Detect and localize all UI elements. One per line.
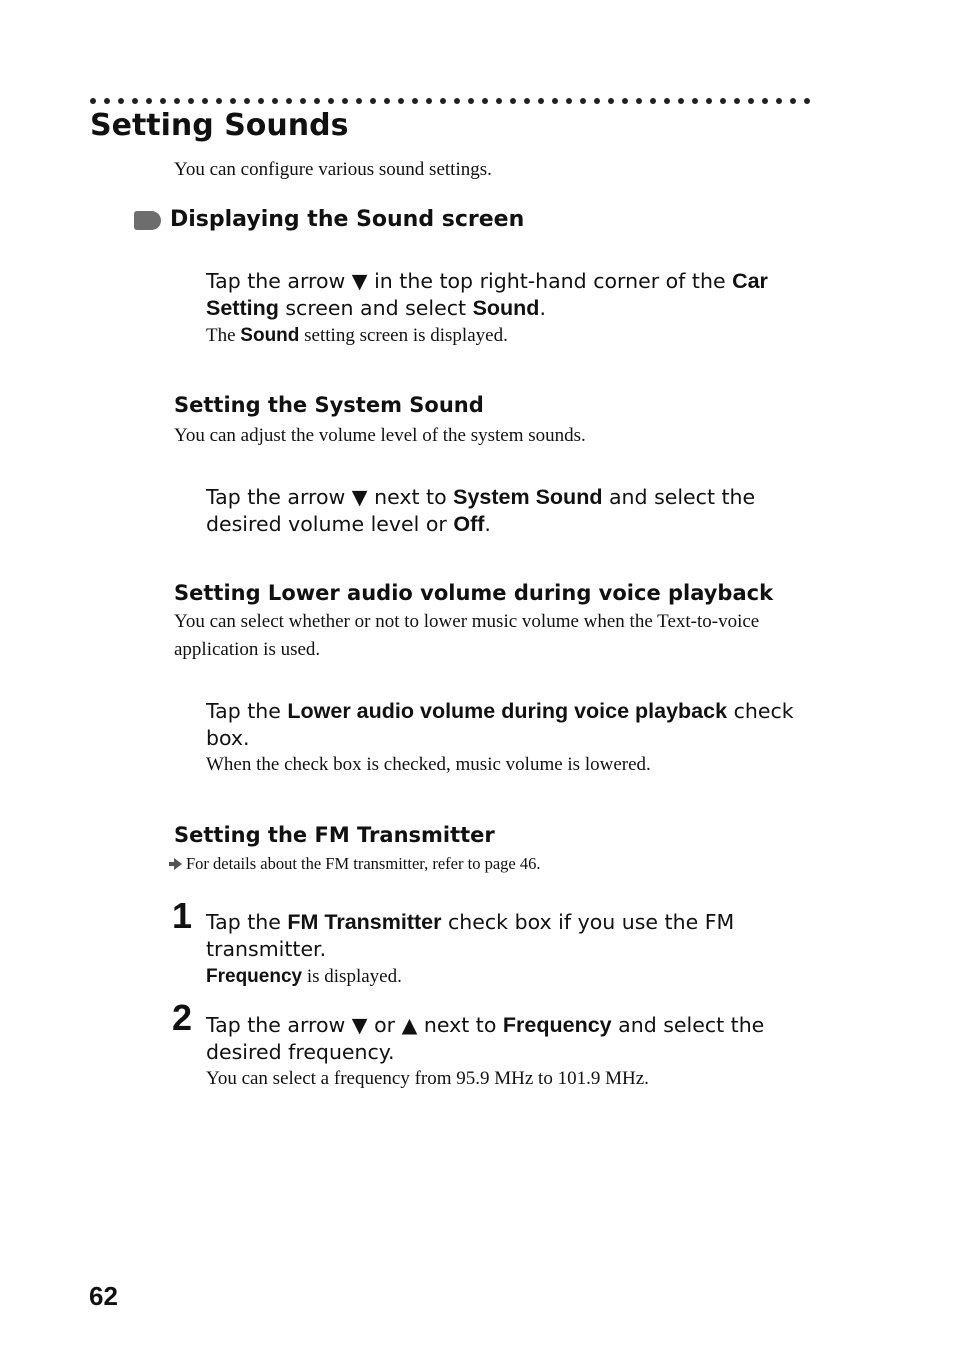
- dot: [748, 98, 754, 104]
- dot: [762, 98, 768, 104]
- dot: [622, 98, 628, 104]
- section-heading-system-sound: Setting the System Sound: [174, 393, 484, 417]
- dot: [524, 98, 530, 104]
- dot: [104, 98, 110, 104]
- page-number: 62: [89, 1281, 118, 1311]
- dot: [342, 98, 348, 104]
- page-intro: You can configure various sound settings.: [174, 159, 492, 180]
- dot: [608, 98, 614, 104]
- dot: [300, 98, 306, 104]
- dot: [482, 98, 488, 104]
- page-title: Setting Sounds: [90, 108, 349, 143]
- dot: [314, 98, 320, 104]
- lower-audio-result: When the check box is checked, music volume is lowered.: [206, 754, 651, 775]
- dot: [650, 98, 656, 104]
- dot: [580, 98, 586, 104]
- dot: [720, 98, 726, 104]
- section-heading-lower-audio: Setting Lower audio volume during voice playback: [174, 581, 774, 605]
- section-heading-fm-transmitter: Setting the FM Transmitter: [174, 823, 495, 847]
- dot: [468, 98, 474, 104]
- dot: [594, 98, 600, 104]
- dot: [230, 98, 236, 104]
- dot: [440, 98, 446, 104]
- dot: [776, 98, 782, 104]
- step-1-result: Frequency is displayed.: [206, 966, 402, 987]
- dot: [188, 98, 194, 104]
- step-1-instruction: Tap the FM Transmitter check box if you use the FM transmitter.: [206, 910, 735, 961]
- display-result: The Sound setting screen is displayed.: [206, 325, 508, 346]
- section-heading-display: Displaying the Sound screen: [170, 207, 525, 232]
- fm-reference: For details about the FM transmitter, refer to page 46.: [174, 853, 540, 875]
- dot: [398, 98, 404, 104]
- dot: [496, 98, 502, 104]
- dot: [734, 98, 740, 104]
- step-2-result: You can select a frequency from 95.9 MHz to 101.9 MHz.: [206, 1068, 649, 1089]
- dot: [118, 98, 124, 104]
- dot: [426, 98, 432, 104]
- dot: [454, 98, 460, 104]
- dotted-rule: [90, 96, 808, 106]
- dot: [538, 98, 544, 104]
- display-instruction: Tap the arrow ▼ in the top right-hand corner of the Car Setting screen and select Sound.: [206, 269, 768, 320]
- dot: [160, 98, 166, 104]
- dot: [90, 98, 96, 104]
- dot: [566, 98, 572, 104]
- dot: [146, 98, 152, 104]
- dot: [286, 98, 292, 104]
- dot: [636, 98, 642, 104]
- dot: [244, 98, 250, 104]
- step-number: 1: [172, 895, 193, 936]
- dot: [692, 98, 698, 104]
- step-2-instruction: Tap the arrow ▼ or ▲ next to Frequency and select the desired frequency.: [206, 1013, 765, 1064]
- dot: [272, 98, 278, 104]
- dot: [384, 98, 390, 104]
- dot: [202, 98, 208, 104]
- dot: [328, 98, 334, 104]
- dot: [706, 98, 712, 104]
- dot: [552, 98, 558, 104]
- lower-audio-description: You can select whether or not to lower music volume when the Text-to-voice application is used.: [174, 611, 760, 660]
- dot: [664, 98, 670, 104]
- dot: [258, 98, 264, 104]
- dot: [370, 98, 376, 104]
- dot: [132, 98, 138, 104]
- dot: [678, 98, 684, 104]
- dot: [804, 98, 810, 104]
- dot: [356, 98, 362, 104]
- step-number: 2: [172, 997, 193, 1038]
- dot: [174, 98, 180, 104]
- dot: [412, 98, 418, 104]
- lower-audio-instruction: Tap the Lower audio volume during voice playback check box.: [206, 699, 794, 750]
- section-tab-icon: [134, 211, 161, 230]
- dot: [216, 98, 222, 104]
- dot: [790, 98, 796, 104]
- dot: [510, 98, 516, 104]
- system-sound-description: You can adjust the volume level of the system sounds.: [174, 425, 586, 446]
- arrow-right-icon: [174, 858, 182, 870]
- system-sound-instruction: Tap the arrow ▼ next to System Sound and select the desired volume level or Off.: [206, 485, 756, 536]
